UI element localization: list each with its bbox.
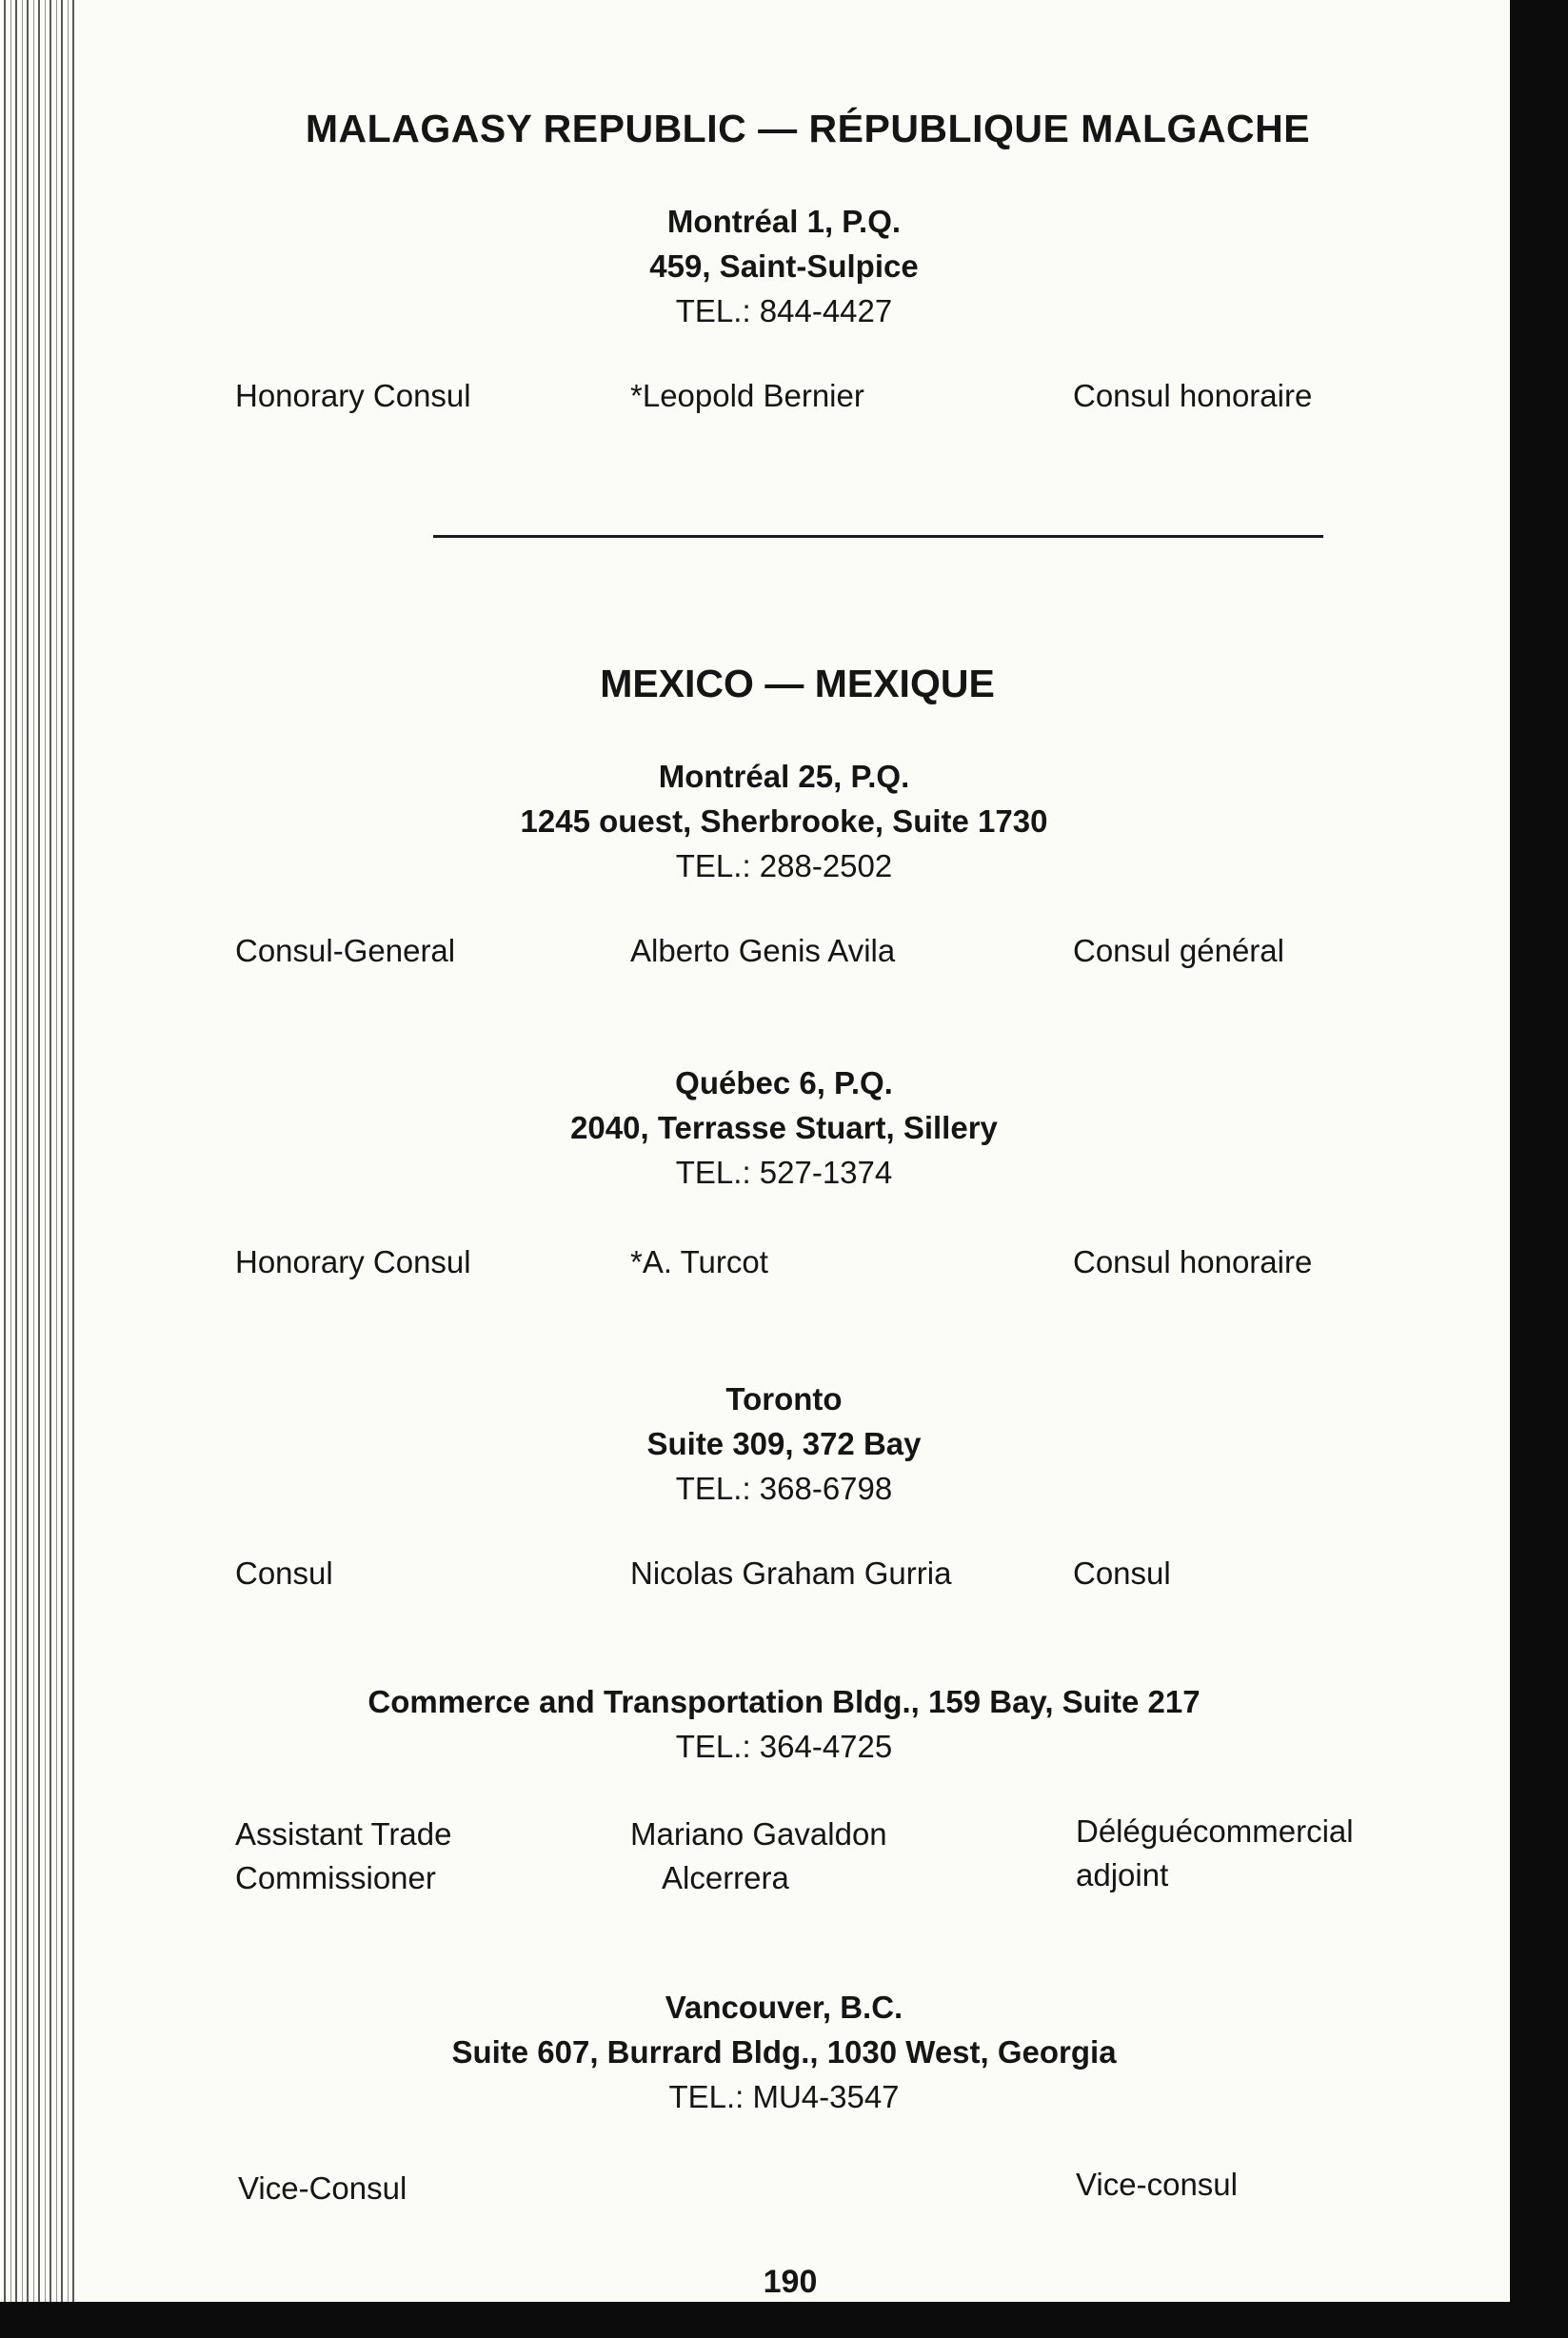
staff-name-line: Mariano Gavaldon (630, 1816, 887, 1852)
address-block-toronto (0, 1377, 1510, 1511)
page-number: 190 (763, 2264, 818, 2300)
staff-title-en-line: Commissioner (235, 1860, 436, 1895)
staff-title-en: Consul-General (235, 933, 456, 968)
office-telephone: TEL.: 364-4725 (675, 1729, 893, 1764)
staff-title-fr: Consul général (1073, 933, 1284, 968)
staff-title-en (235, 1813, 451, 1900)
office-address: 1245 ouest, Sherbrooke, Suite 1730 (520, 803, 1048, 839)
staff-title-fr (1076, 1810, 1354, 1897)
office-city: Montréal 25, P.Q. (658, 759, 910, 794)
staff-title-fr: Consul honoraire (1073, 378, 1313, 413)
staff-name: *A. Turcot (630, 1244, 768, 1279)
staff-title-fr: Consul (1073, 1555, 1171, 1591)
office-address: 459, Saint-Sulpice (649, 248, 919, 284)
office-city: Vancouver, B.C. (665, 1990, 903, 2025)
staff-name (630, 1813, 887, 1900)
office-address: 2040, Terrasse Stuart, Sillery (570, 1110, 998, 1145)
staff-name-line: Alcerrera (662, 1860, 789, 1895)
staff-title-en: Vice-Consul (238, 2170, 407, 2206)
office-telephone: TEL.: 288-2502 (675, 848, 893, 883)
staff-name: Alberto Genis Avila (630, 933, 896, 968)
staff-title-fr-line: adjoint (1076, 1857, 1169, 1892)
office-telephone: TEL.: 527-1374 (675, 1155, 893, 1190)
scan-edge-right (1510, 0, 1568, 2338)
office-telephone: TEL.: 368-6798 (675, 1471, 893, 1506)
staff-title-fr: Consul honoraire (1073, 1244, 1313, 1279)
section-divider (433, 535, 1323, 538)
office-city: Québec 6, P.Q. (675, 1065, 893, 1100)
office-address: Suite 309, 372 Bay (646, 1426, 922, 1461)
staff-title-fr: Vice-consul (1076, 2167, 1238, 2202)
scan-edge-bottom (0, 2302, 1568, 2338)
address-block-vancouver (0, 1985, 1510, 2119)
address-block-quebec (0, 1060, 1510, 1195)
office-city: Montréal 1, P.Q. (666, 204, 902, 239)
office-telephone: TEL.: MU4-3547 (668, 2079, 900, 2114)
staff-title-en: Honorary Consul (235, 378, 471, 413)
staff-name: *Leopold Bernier (630, 378, 864, 413)
section-heading-mexico: MEXICO — MEXIQUE (600, 662, 995, 705)
staff-name: Nicolas Graham Gurria (630, 1555, 952, 1591)
address-block-toronto-trade (0, 1679, 1510, 1769)
staff-title-en: Consul (235, 1555, 333, 1591)
office-address: Suite 607, Burrard Bldg., 1030 West, Georgia (451, 2034, 1117, 2070)
address-block-montreal (0, 754, 1510, 888)
address-block-malagasy (0, 199, 1510, 333)
office-telephone: TEL.: 844-4427 (675, 293, 893, 328)
office-city: Toronto (725, 1381, 843, 1417)
staff-title-fr-line: Déléguécommercial (1076, 1813, 1354, 1849)
staff-title-en-line: Assistant Trade (235, 1816, 452, 1852)
staff-title-en: Honorary Consul (235, 1244, 471, 1279)
section-heading-malagasy: MALAGASY REPUBLIC — RÉPUBLIQUE MALGACHE (305, 107, 1311, 150)
office-address: Commerce and Transportation Bldg., 159 Bay, Suite 217 (367, 1684, 1201, 1719)
